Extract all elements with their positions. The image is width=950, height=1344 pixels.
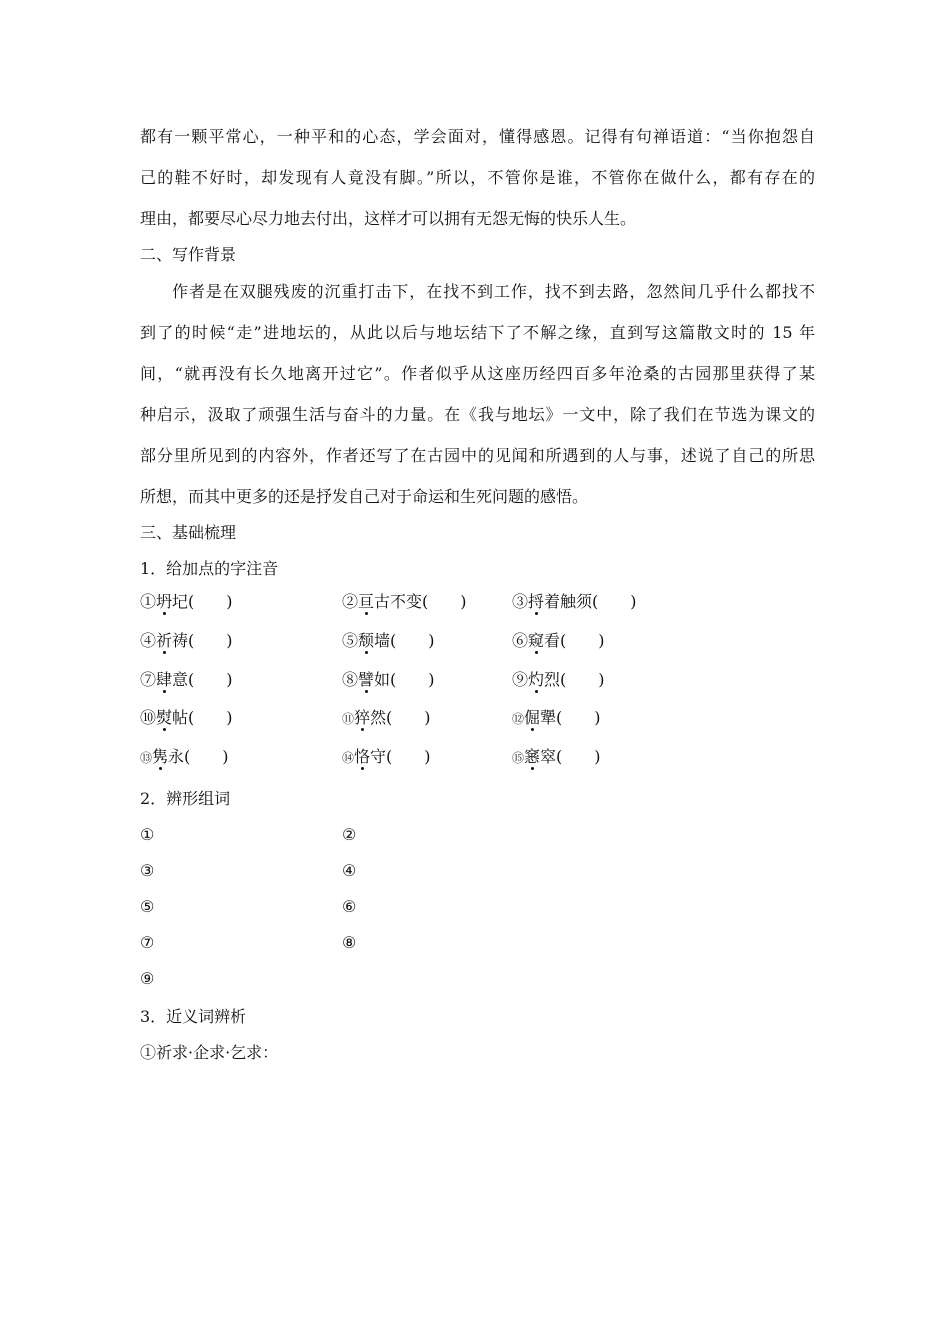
item-number: ⑪	[342, 712, 355, 726]
pinyin-item	[140, 591, 233, 613]
q3-item-1: ①祈求·企求·乞求：	[140, 1043, 279, 1062]
form-item-number: ②	[342, 825, 357, 844]
word-rest: 永	[168, 747, 185, 766]
answer-blank[interactable]: ( )	[592, 592, 637, 611]
form-item-number: ⑥	[342, 897, 357, 916]
dotted-char: 颓	[358, 631, 375, 650]
dotted-char: 隽	[152, 747, 169, 766]
background-line-2: 到了的时候“走”进地坛的，从此以后与地坛结下了不解之缘，直到写这篇散文时的 15 年	[140, 323, 815, 342]
word-rest: 古不变	[374, 592, 423, 611]
pinyin-item	[512, 746, 601, 769]
word-rest: 意	[172, 670, 189, 689]
word-rest: 窣	[540, 747, 557, 766]
word-rest: 墙	[374, 631, 391, 650]
answer-blank[interactable]: ( )	[560, 670, 605, 689]
pinyin-row	[140, 746, 815, 768]
section2-heading: 二、写作背景	[140, 245, 237, 264]
word-rest: 守	[370, 747, 387, 766]
intro-line-3: 理由，都要尽心尽力地去付出，这样才可以拥有无怨无悔的快乐人生。	[140, 209, 637, 228]
form-item-number: ⑧	[342, 933, 357, 952]
form-item-number: ⑤	[140, 897, 155, 916]
answer-blank[interactable]: ( )	[188, 670, 233, 689]
word-rest: 祷	[172, 631, 189, 650]
background-line-1: 作者是在双腿残废的沉重打击下，在找不到工作，找不到去路，忽然间几乎什么都找不	[172, 282, 815, 301]
dotted-char: 倔	[524, 708, 541, 727]
answer-blank[interactable]: ( )	[188, 631, 233, 650]
pinyin-row	[140, 630, 815, 652]
pinyin-item	[342, 707, 431, 730]
q1-heading: 1．给加点的字注音	[140, 559, 279, 578]
background-line-4: 种启示，汲取了顽强生活与奋斗的力量。在《我与地坛》一文中，除了我们在节选为课文的	[140, 405, 815, 424]
intro-line-1: 都有一颗平常心，一种平和的心态，学会面对，懂得感恩。记得有句禅语道：“当你抱怨自	[140, 127, 815, 146]
word-rest: 然	[370, 708, 387, 727]
answer-blank[interactable]: ( )	[386, 708, 431, 727]
dotted-char: 窸	[524, 747, 541, 766]
answer-blank[interactable]: ( )	[390, 670, 435, 689]
answer-blank[interactable]: ( )	[422, 592, 467, 611]
item-number: ⑦	[140, 670, 157, 689]
dotted-char: 熨	[156, 708, 173, 727]
answer-blank[interactable]: ( )	[386, 747, 431, 766]
background-line-6: 所想，而其中更多的还是抒发自己对于命运和生死问题的感悟。	[140, 487, 589, 506]
word-rest: 烈	[544, 670, 561, 689]
answer-blank[interactable]: ( )	[560, 631, 605, 650]
dotted-char: 猝	[354, 708, 371, 727]
pinyin-row	[140, 591, 815, 613]
word-rest: 帖	[172, 708, 189, 727]
background-line-5: 部分里所见到的内容外，作者还写了在古园中的见闻和所遇到的人与事，述说了自己的所思	[140, 446, 815, 465]
item-number: ③	[512, 592, 529, 611]
pinyin-item	[512, 707, 601, 730]
pinyin-item	[512, 591, 637, 613]
dotted-char: 譬	[358, 670, 375, 689]
dotted-char: 亘	[358, 592, 375, 611]
form-item-number: ①	[140, 825, 155, 844]
item-number: ⑥	[512, 631, 529, 650]
pinyin-item	[140, 746, 229, 769]
pinyin-item	[140, 630, 233, 652]
dotted-char: 窥	[528, 631, 545, 650]
pinyin-item	[140, 707, 233, 729]
form-item-number: ⑨	[140, 969, 155, 988]
answer-blank[interactable]: ( )	[390, 631, 435, 650]
pinyin-item	[342, 591, 467, 613]
answer-blank[interactable]: ( )	[188, 708, 233, 727]
pinyin-item	[342, 746, 431, 769]
pinyin-row	[140, 669, 815, 691]
word-rest: 犟	[540, 708, 557, 727]
form-item-number: ⑦	[140, 933, 155, 952]
dotted-char: 恪	[354, 747, 371, 766]
item-number: ⑬	[140, 751, 153, 765]
item-number: ⑩	[140, 708, 157, 727]
item-number: ⑭	[342, 751, 355, 765]
background-line-3: 间，“就再没有长久地离开过它”。作者似乎从这座历经四百多年沧桑的古园那里获得了某	[140, 364, 815, 383]
pinyin-item	[140, 669, 233, 691]
dotted-char: 肆	[156, 670, 173, 689]
pinyin-item	[342, 630, 435, 652]
intro-line-2: 己的鞋不好时，却发现有人竟没有脚。”所以，不管你是谁，不管你在做什么，都有存在的	[140, 168, 815, 187]
item-number: ⑨	[512, 670, 529, 689]
q2-heading: 2．辨形组词	[140, 789, 231, 808]
q3-heading: 3．近义词辨析	[140, 1007, 247, 1026]
item-number: ⑫	[512, 712, 525, 726]
item-number: ⑤	[342, 631, 359, 650]
pinyin-item	[512, 669, 605, 691]
item-number: ⑧	[342, 670, 359, 689]
dotted-char: 坍	[156, 592, 173, 611]
form-item-number: ④	[342, 861, 357, 880]
dotted-char: 灼	[528, 670, 545, 689]
word-rest: 如	[374, 670, 391, 689]
item-number: ⑮	[512, 751, 525, 765]
answer-blank[interactable]: ( )	[188, 592, 233, 611]
section3-heading: 三、基础梳理	[140, 523, 237, 542]
word-rest: 圮	[172, 592, 189, 611]
word-rest: 看	[544, 631, 561, 650]
pinyin-item	[342, 669, 435, 691]
form-item-number: ③	[140, 861, 155, 880]
answer-blank[interactable]: ( )	[556, 747, 601, 766]
dotted-char: 祈	[156, 631, 173, 650]
answer-blank[interactable]: ( )	[556, 708, 601, 727]
item-number: ①	[140, 592, 157, 611]
item-number: ④	[140, 631, 157, 650]
answer-blank[interactable]: ( )	[184, 747, 229, 766]
word-rest: 着触须	[544, 592, 593, 611]
pinyin-item	[512, 630, 605, 652]
pinyin-row	[140, 707, 815, 729]
dotted-char: 捋	[528, 592, 545, 611]
item-number: ②	[342, 592, 359, 611]
